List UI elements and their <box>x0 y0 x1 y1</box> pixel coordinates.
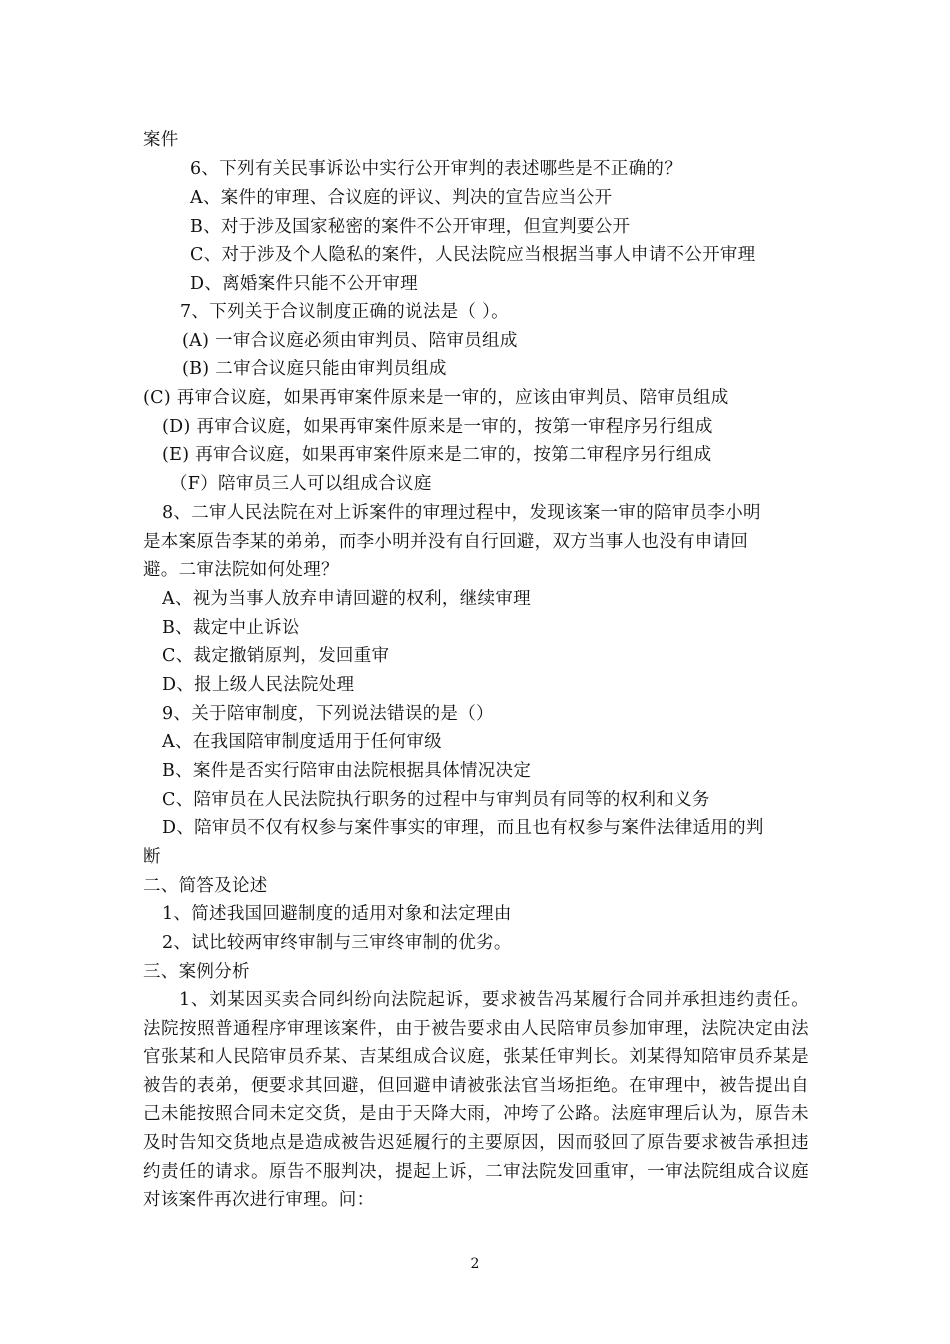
option-6b: B、对于涉及国家秘密的案件不公开审理，但宣判要公开 <box>190 217 631 237</box>
page-number: 2 <box>470 1256 480 1272</box>
question-8-end: 避。二审法院如何处理？ <box>143 560 339 580</box>
short-answer-1: 1、简述我国回避制度的适用对象和法定理由 <box>162 904 512 924</box>
option-7c: (C) 再审合议庭，如果再审案件原来是一审的，应该由审判员、陪审员组成 <box>143 388 729 408</box>
question-6: 6、下列有关民事诉讼中实行公开审判的表述哪些是不正确的？ <box>190 159 683 179</box>
option-9d: D、陪审员不仅有权参与案件事实的审理，而且也有权参与案件法律适用的判 <box>162 818 764 838</box>
option-7a: (A) 一审合议庭必须由审判员、陪审员组成 <box>182 331 518 351</box>
option-8d: D、报上级人民法院处理 <box>162 675 355 695</box>
option-6c: C、对于涉及个人隐私的案件，人民法院应当根据当事人申请不公开审理 <box>190 245 756 265</box>
short-answer-2: 2、试比较两审终审制与三审终审制的优劣。 <box>162 933 512 953</box>
option-8a: A、视为当事人放弃申请回避的权利，继续审理 <box>162 589 531 609</box>
option-7d: (D) 再审合议庭，如果再审案件原来是一审的，按第一审程序另行组成 <box>162 417 713 437</box>
section-heading-case-analysis: 三、案例分析 <box>143 962 250 982</box>
option-9c: C、陪审员在人民法院执行职务的过程中与审判员有同等的权利和义务 <box>162 790 710 810</box>
option-8c: C、裁定撤销原判，发回重审 <box>162 646 390 666</box>
option-7e: (E) 再审合议庭，如果再审案件原来是二审的，按第二审程序另行组成 <box>162 445 712 465</box>
text-line: 案件 <box>143 130 179 150</box>
option-7f: （F）陪审员三人可以组成合议庭 <box>170 474 432 494</box>
option-9a: A、在我国陪审制度适用于任何审级 <box>162 732 442 752</box>
option-7b: (B) 二审合议庭只能由审判员组成 <box>182 359 447 379</box>
option-6a: A、案件的审理、合议庭的评议、判决的宣告应当公开 <box>190 188 613 208</box>
option-6d: D、离婚案件只能不公开审理 <box>190 274 418 294</box>
option-9d-continued: 断 <box>143 847 161 867</box>
question-8: 8、二审人民法院在对上诉案件的审理过程中，发现该案一审的陪审员李小明 <box>162 503 761 523</box>
question-7: 7、下列关于合议制度正确的说法是（ ）。 <box>180 302 509 322</box>
option-9b: B、案件是否实行陪审由法院根据具体情况决定 <box>162 761 532 781</box>
case-paragraph: 1、刘某因买卖合同纠纷向法院起诉，要求被告冯某履行合同并承担违约责任。法院按照普通程序审理该案件，由于被告要求由人民陪审员参加审理，法院决定由法官张某和人民陪审员乔某、吉某组成合议庭，张某任审判长。刘某得知陪审员乔某是被告的表弟，便要求其回避，但回避申请被张法官当场拒绝。在审理中，被告提出自己未能按照合同未定交货，是由于天降大雨，冲垮了公路。法庭审理后认为，原告未及时告知交货地点是造成被告迟延履行的主要原因，因而驳回了原告要求被告承担违约责任的请求。原告不服判决，提起上诉，二审法院发回重审，一审法院组成合议庭对该案件再次进行审理。问： <box>143 990 809 1211</box>
section-heading-short-answer: 二、简答及论述 <box>143 876 268 896</box>
question-8-continued: 是本案原告李某的弟弟，而李小明并没有自行回避，双方当事人也没有申请回 <box>143 532 749 552</box>
question-9: 9、关于陪审制度，下列说法错误的是（） <box>162 704 494 724</box>
option-8b: B、裁定中止诉讼 <box>162 618 300 638</box>
